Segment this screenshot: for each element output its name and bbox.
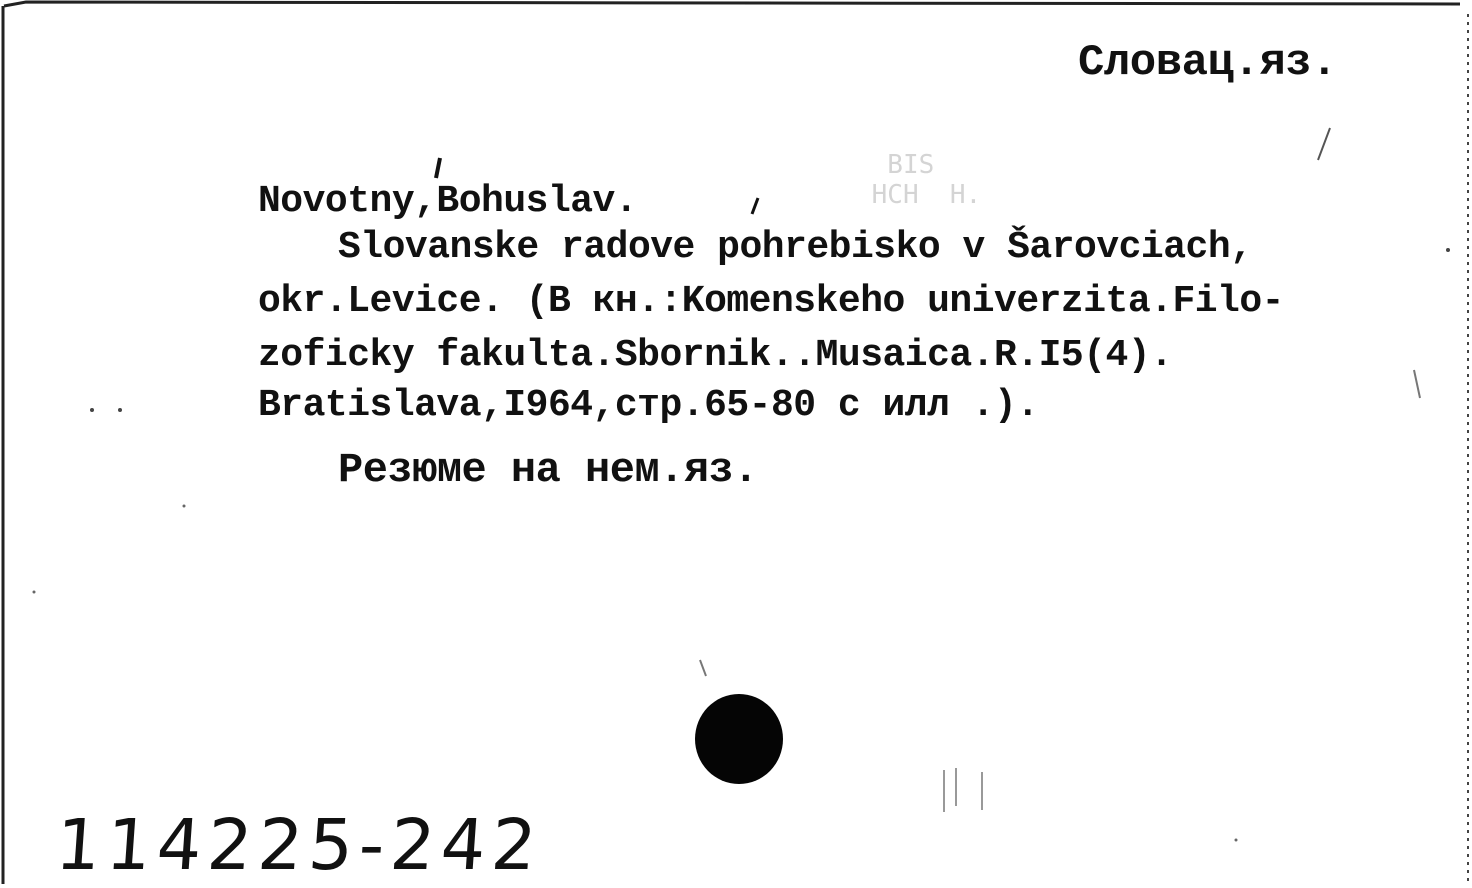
summary-note: Резюме на нем.яз. bbox=[338, 446, 758, 494]
punch-hole bbox=[695, 694, 783, 784]
imprint-line: Bratislava,I964,стр.65-80 с илл .). bbox=[258, 384, 1039, 427]
source-line-2: zoficky fakulta.Sbornik..Musaica.R.I5(4). bbox=[258, 334, 1173, 377]
subject-heading: Словац.яз. bbox=[1078, 38, 1338, 88]
faint-bleed-through-text: BIS HCH H. bbox=[871, 150, 982, 210]
author-line: Novotny,Bohuslav. bbox=[258, 180, 638, 223]
handwritten-call-number: 114225-242 bbox=[53, 804, 545, 886]
source-line-1: okr.Levice. (В кн.:Komenskeho univerzita.Filo- bbox=[258, 280, 1284, 323]
title-line: Slovanske radove pohrebisko v Šarovciach, bbox=[338, 226, 1253, 269]
